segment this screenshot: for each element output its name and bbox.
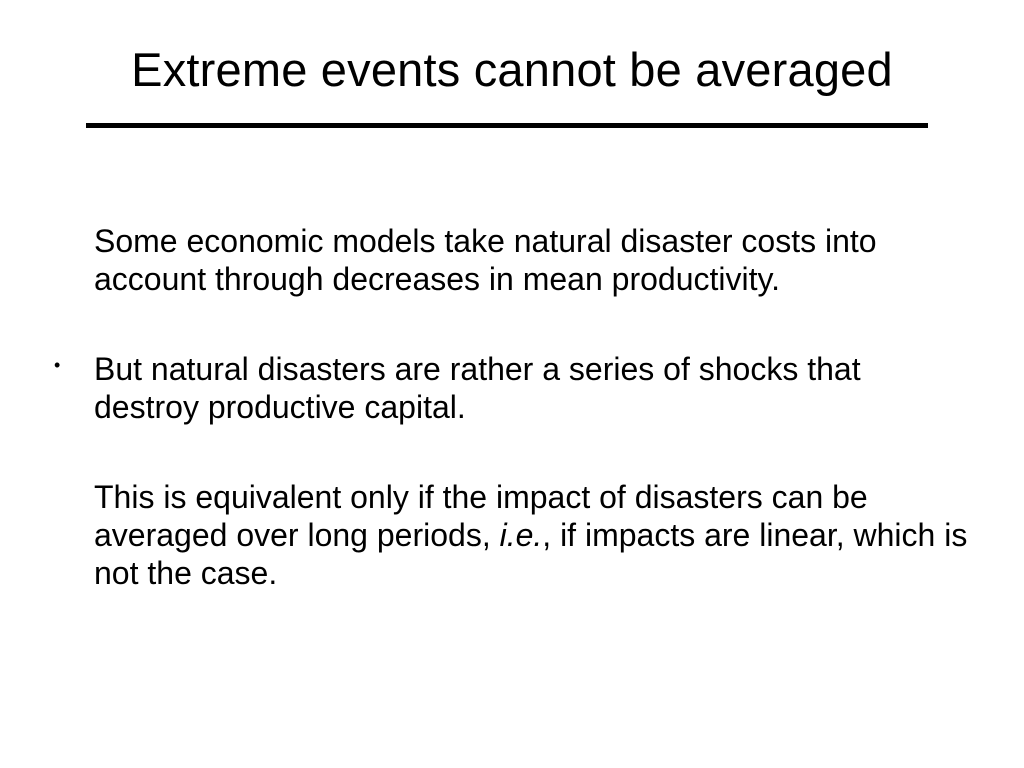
paragraph-models bbox=[94, 222, 974, 298]
slide-title: Extreme events cannot be averaged bbox=[131, 43, 893, 96]
paragraph-shocks-text: But natural disasters are rather a series of shocks that destroy productive capital. bbox=[94, 351, 861, 425]
slide-body bbox=[54, 222, 974, 592]
paragraph-equivalence-text-before: This is equivalent only if the impact of disasters can be averaged over long periods, bbox=[94, 479, 868, 553]
paragraph-equivalence-italic: i.e. bbox=[499, 517, 543, 553]
title-underline-rule bbox=[86, 123, 928, 128]
paragraph-equivalence-text-after: , if impacts are linear, which is not the case. bbox=[94, 517, 968, 591]
bullet-dot-icon: • bbox=[54, 355, 61, 375]
paragraph-shocks bbox=[54, 350, 974, 426]
paragraph-models-text: Some economic models take natural disaster costs into account through decreases in mean productivity. bbox=[94, 223, 877, 297]
paragraph-equivalence bbox=[94, 478, 974, 592]
